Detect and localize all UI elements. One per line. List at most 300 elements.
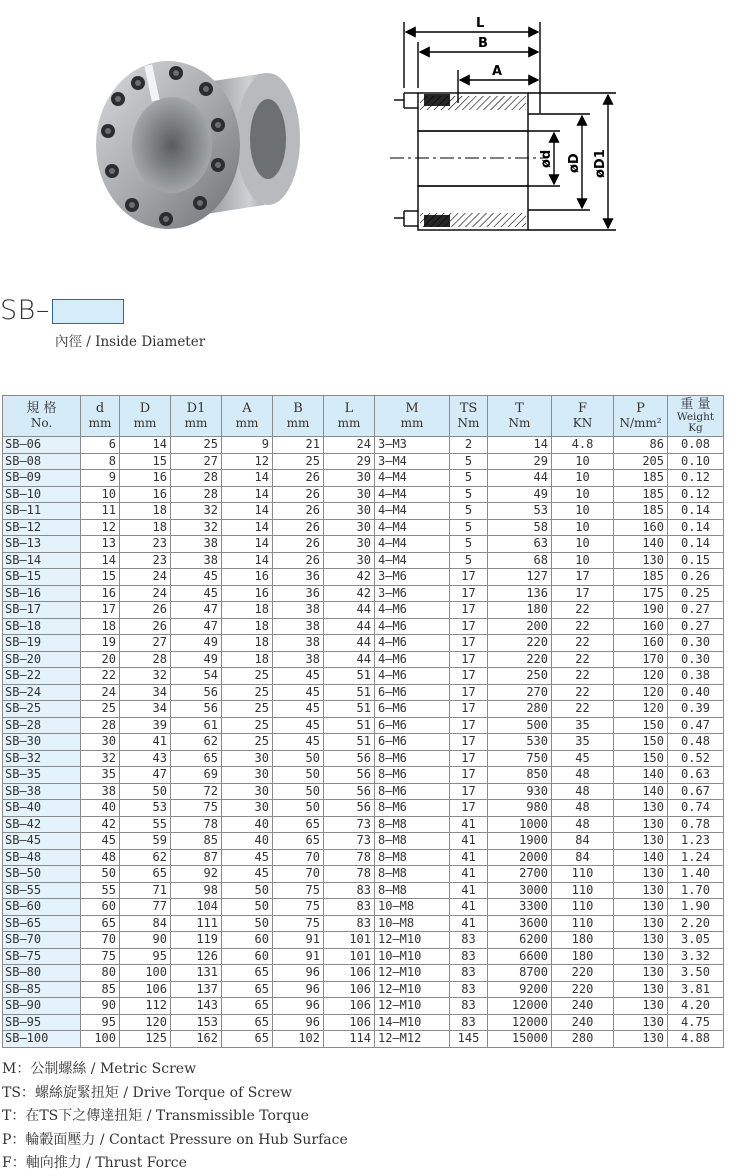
cell-M: 6–M6 [375,734,450,751]
cell-weight: 0.27 [668,618,724,635]
cell-A: 30 [222,750,273,767]
cell-D: 106 [120,981,171,998]
cell-T: 14 [488,437,552,454]
cell-T: 180 [488,602,552,619]
cell-P: 130 [614,965,668,982]
cell-B: 26 [273,552,324,569]
cell-L: 30 [324,470,375,487]
cell-L: 101 [324,932,375,949]
cell-P: 130 [614,948,668,965]
cell-D: 16 [120,470,171,487]
cell-A: 14 [222,470,273,487]
cell-P: 130 [614,800,668,817]
cell-T: 63 [488,536,552,553]
cell-D1: 47 [171,618,222,635]
cell-TS: 5 [450,470,488,487]
cell-TS: 17 [450,717,488,734]
cell-A: 14 [222,536,273,553]
cell-D1: 28 [171,470,222,487]
cell-weight: 0.14 [668,519,724,536]
legend-item-t: T：在TS下之傳達扭矩 / Transmissible Torque [2,1108,309,1124]
cell-F: 48 [552,816,614,833]
cell-d: 40 [81,800,120,817]
cell-A: 65 [222,1014,273,1031]
cell-F: 280 [552,1031,614,1048]
cell-L: 56 [324,800,375,817]
dimension-drawing [380,8,630,253]
cell-D: 27 [120,635,171,652]
cell-T: 250 [488,668,552,685]
cell-F: 22 [552,668,614,685]
cell-A: 18 [222,651,273,668]
table-row [3,717,724,734]
table-row [3,635,724,652]
cell-L: 106 [324,998,375,1015]
cell-A: 18 [222,635,273,652]
table-row [3,668,724,685]
cell-weight: 0.12 [668,470,724,487]
cell-L: 30 [324,552,375,569]
cell-M: 12–M12 [375,1031,450,1048]
cell-d: 65 [81,915,120,932]
table-row [3,783,724,800]
cell-D1: 32 [171,503,222,520]
cell-no: SB–65 [3,915,81,932]
col-header-D: D mm [120,396,171,437]
cell-weight: 2.20 [668,915,724,932]
table-row [3,585,724,602]
cell-T: 44 [488,470,552,487]
cell-D1: 119 [171,932,222,949]
cell-F: 10 [552,486,614,503]
cell-D: 95 [120,948,171,965]
cell-D: 23 [120,536,171,553]
cell-L: 30 [324,536,375,553]
cell-TS: 41 [450,882,488,899]
cell-M: 4–M4 [375,519,450,536]
cell-D: 100 [120,965,171,982]
cell-no: SB–45 [3,833,81,850]
cell-A: 65 [222,981,273,998]
cell-P: 190 [614,602,668,619]
table-row [3,437,724,454]
cell-L: 44 [324,651,375,668]
cell-weight: 3.05 [668,932,724,949]
cell-d: 19 [81,635,120,652]
cell-T: 2000 [488,849,552,866]
cell-TS: 41 [450,899,488,916]
spec-table [2,395,724,1048]
cell-A: 40 [222,833,273,850]
cell-d: 8 [81,453,120,470]
cell-D: 50 [120,783,171,800]
cell-F: 48 [552,767,614,784]
cell-TS: 17 [450,569,488,586]
cell-no: SB–30 [3,734,81,751]
cell-D1: 143 [171,998,222,1015]
cell-TS: 41 [450,816,488,833]
cell-no: SB–48 [3,849,81,866]
cell-D1: 85 [171,833,222,850]
table-row [3,734,724,751]
cell-M: 4–M6 [375,668,450,685]
cell-D1: 28 [171,486,222,503]
cell-weight: 4.75 [668,1014,724,1031]
cell-T: 280 [488,701,552,718]
cell-F: 220 [552,981,614,998]
cell-D: 125 [120,1031,171,1048]
cell-d: 22 [81,668,120,685]
cell-weight: 4.20 [668,998,724,1015]
cell-no: SB–80 [3,965,81,982]
cell-L: 106 [324,1014,375,1031]
cell-B: 50 [273,800,324,817]
cell-TS: 83 [450,932,488,949]
table-row [3,602,724,619]
cell-D: 28 [120,651,171,668]
cell-L: 83 [324,899,375,916]
cell-B: 65 [273,816,324,833]
cell-B: 96 [273,965,324,982]
cell-A: 18 [222,602,273,619]
dim-A-label: A [492,64,503,79]
cell-T: 15000 [488,1031,552,1048]
cell-A: 14 [222,552,273,569]
cell-weight: 3.50 [668,965,724,982]
cell-D: 18 [120,503,171,520]
table-row [3,833,724,850]
dim-d-label: ød [539,149,554,168]
cell-d: 14 [81,552,120,569]
cell-no: SB–28 [3,717,81,734]
cell-d: 80 [81,965,120,982]
cell-A: 12 [222,453,273,470]
cell-weight: 1.40 [668,866,724,883]
cell-F: 22 [552,684,614,701]
cell-T: 3600 [488,915,552,932]
cell-M: 6–M6 [375,717,450,734]
cell-TS: 5 [450,536,488,553]
cell-F: 22 [552,618,614,635]
cell-M: 6–M6 [375,701,450,718]
cell-P: 140 [614,767,668,784]
cell-M: 4–M4 [375,536,450,553]
cell-D1: 153 [171,1014,222,1031]
cell-D1: 69 [171,767,222,784]
cell-D: 18 [120,519,171,536]
cell-P: 140 [614,849,668,866]
model-prefix: SB– [0,294,50,326]
cell-no: SB–09 [3,470,81,487]
cell-no: SB–16 [3,585,81,602]
cell-d: 85 [81,981,120,998]
cell-A: 25 [222,717,273,734]
cell-M: 4–M4 [375,503,450,520]
col-header-M: M mm [375,396,450,437]
cell-T: 980 [488,800,552,817]
cell-B: 21 [273,437,324,454]
cell-no: SB–95 [3,1014,81,1031]
cell-A: 65 [222,1031,273,1048]
cell-L: 106 [324,981,375,998]
cell-L: 30 [324,519,375,536]
cell-D1: 45 [171,569,222,586]
cell-no: SB–50 [3,866,81,883]
legend-item-f: F：軸向推力 / Thrust Force [2,1155,187,1171]
cell-D: 47 [120,767,171,784]
dim-B-label: B [478,36,488,51]
cell-TS: 5 [450,519,488,536]
cell-L: 44 [324,602,375,619]
cell-B: 45 [273,701,324,718]
cell-TS: 83 [450,965,488,982]
cell-weight: 1.23 [668,833,724,850]
table-row [3,536,724,553]
cell-P: 185 [614,486,668,503]
model-code-row [0,292,124,328]
cell-P: 150 [614,734,668,751]
cell-d: 18 [81,618,120,635]
cell-TS: 83 [450,998,488,1015]
cell-F: 10 [552,470,614,487]
cell-M: 8–M6 [375,783,450,800]
cell-F: 180 [552,948,614,965]
cell-no: SB–22 [3,668,81,685]
cell-weight: 3.32 [668,948,724,965]
cell-M: 12–M10 [375,981,450,998]
cell-M: 12–M10 [375,998,450,1015]
cell-TS: 83 [450,1014,488,1031]
col-header-D1: D1 mm [171,396,222,437]
cell-D: 59 [120,833,171,850]
cell-L: 29 [324,453,375,470]
cell-T: 220 [488,635,552,652]
cell-T: 6600 [488,948,552,965]
cell-weight: 1.24 [668,849,724,866]
cell-TS: 17 [450,635,488,652]
cell-no: SB–90 [3,998,81,1015]
cell-B: 26 [273,536,324,553]
cell-T: 1900 [488,833,552,850]
cell-F: 180 [552,932,614,949]
cell-d: 13 [81,536,120,553]
cell-TS: 17 [450,651,488,668]
table-row [3,767,724,784]
cell-B: 75 [273,915,324,932]
cell-P: 130 [614,882,668,899]
cell-L: 73 [324,816,375,833]
cell-weight: 0.47 [668,717,724,734]
cell-d: 45 [81,833,120,850]
cell-d: 20 [81,651,120,668]
cell-T: 530 [488,734,552,751]
cell-B: 26 [273,486,324,503]
cell-T: 2700 [488,866,552,883]
cell-P: 130 [614,915,668,932]
cell-P: 185 [614,503,668,520]
cell-TS: 83 [450,948,488,965]
cell-P: 130 [614,833,668,850]
cell-A: 50 [222,915,273,932]
cell-L: 51 [324,734,375,751]
cell-D1: 126 [171,948,222,965]
cell-weight: 0.67 [668,783,724,800]
cell-d: 42 [81,816,120,833]
cell-D: 23 [120,552,171,569]
cell-M: 8–M8 [375,849,450,866]
col-header-B: B mm [273,396,324,437]
cell-weight: 0.30 [668,651,724,668]
cell-F: 84 [552,849,614,866]
cell-T: 3300 [488,899,552,916]
cell-D1: 75 [171,800,222,817]
inside-diameter-input[interactable] [52,299,124,324]
cell-B: 75 [273,882,324,899]
cell-TS: 17 [450,783,488,800]
cell-D1: 45 [171,585,222,602]
cell-D: 34 [120,684,171,701]
cell-D1: 98 [171,882,222,899]
cell-weight: 0.08 [668,437,724,454]
cell-B: 26 [273,519,324,536]
cell-TS: 2 [450,437,488,454]
product-photo [88,55,318,235]
cell-D1: 92 [171,866,222,883]
cell-weight: 0.12 [668,486,724,503]
cell-M: 8–M6 [375,767,450,784]
cell-P: 120 [614,701,668,718]
cell-D1: 137 [171,981,222,998]
cell-M: 4–M4 [375,486,450,503]
cell-D: 39 [120,717,171,734]
cell-F: 84 [552,833,614,850]
cell-L: 42 [324,569,375,586]
cell-T: 850 [488,767,552,784]
cell-F: 45 [552,750,614,767]
cell-F: 4.8 [552,437,614,454]
cell-T: 9200 [488,981,552,998]
cell-B: 26 [273,503,324,520]
cell-F: 17 [552,585,614,602]
cell-D: 14 [120,437,171,454]
table-row [3,998,724,1015]
cell-weight: 0.63 [668,767,724,784]
cell-T: 12000 [488,998,552,1015]
cell-B: 38 [273,602,324,619]
cell-D: 34 [120,701,171,718]
table-row [3,519,724,536]
cell-P: 185 [614,569,668,586]
cell-TS: 5 [450,552,488,569]
col-header-P: P N/mm² [614,396,668,437]
spec-table-container [2,395,724,1048]
cell-A: 16 [222,585,273,602]
cell-B: 36 [273,569,324,586]
cell-P: 150 [614,750,668,767]
cell-TS: 41 [450,915,488,932]
table-row [3,948,724,965]
cell-weight: 0.25 [668,585,724,602]
cell-P: 130 [614,1014,668,1031]
cell-no: SB–75 [3,948,81,965]
cell-L: 78 [324,866,375,883]
cell-TS: 17 [450,585,488,602]
table-row [3,816,724,833]
cell-M: 12–M10 [375,932,450,949]
cell-D1: 56 [171,684,222,701]
cell-no: SB–15 [3,569,81,586]
table-row [3,800,724,817]
cell-d: 35 [81,767,120,784]
cell-TS: 17 [450,734,488,751]
cell-B: 45 [273,684,324,701]
table-row [3,486,724,503]
cell-P: 130 [614,1031,668,1048]
cell-weight: 0.30 [668,635,724,652]
cell-T: 68 [488,552,552,569]
cell-d: 100 [81,1031,120,1048]
cell-P: 205 [614,453,668,470]
cell-d: 70 [81,932,120,949]
cell-A: 14 [222,503,273,520]
cell-D1: 72 [171,783,222,800]
cell-F: 22 [552,701,614,718]
cell-d: 10 [81,486,120,503]
cell-D1: 62 [171,734,222,751]
cell-T: 1000 [488,816,552,833]
cell-F: 22 [552,635,614,652]
cell-D1: 87 [171,849,222,866]
cell-P: 130 [614,866,668,883]
cell-F: 10 [552,536,614,553]
cell-TS: 41 [450,866,488,883]
cell-TS: 17 [450,618,488,635]
cell-P: 130 [614,899,668,916]
cell-F: 110 [552,899,614,916]
cell-D1: 78 [171,816,222,833]
cell-L: 106 [324,965,375,982]
table-row [3,569,724,586]
cell-F: 220 [552,965,614,982]
cell-d: 24 [81,684,120,701]
cell-L: 30 [324,486,375,503]
cell-T: 500 [488,717,552,734]
cell-L: 51 [324,684,375,701]
cell-weight: 0.78 [668,816,724,833]
cell-M: 3–M6 [375,569,450,586]
table-row [3,866,724,883]
cell-T: 200 [488,618,552,635]
cell-D1: 111 [171,915,222,932]
cell-L: 44 [324,635,375,652]
cell-TS: 5 [450,503,488,520]
cell-T: 127 [488,569,552,586]
col-header-d: d mm [81,396,120,437]
cell-P: 170 [614,651,668,668]
table-row [3,965,724,982]
cell-B: 38 [273,651,324,668]
cell-A: 50 [222,882,273,899]
cell-P: 130 [614,998,668,1015]
cell-B: 50 [273,767,324,784]
cell-P: 160 [614,519,668,536]
cell-no: SB–32 [3,750,81,767]
cell-L: 30 [324,503,375,520]
cell-weight: 0.14 [668,503,724,520]
cell-F: 10 [552,453,614,470]
cell-B: 25 [273,453,324,470]
cell-M: 12–M10 [375,965,450,982]
